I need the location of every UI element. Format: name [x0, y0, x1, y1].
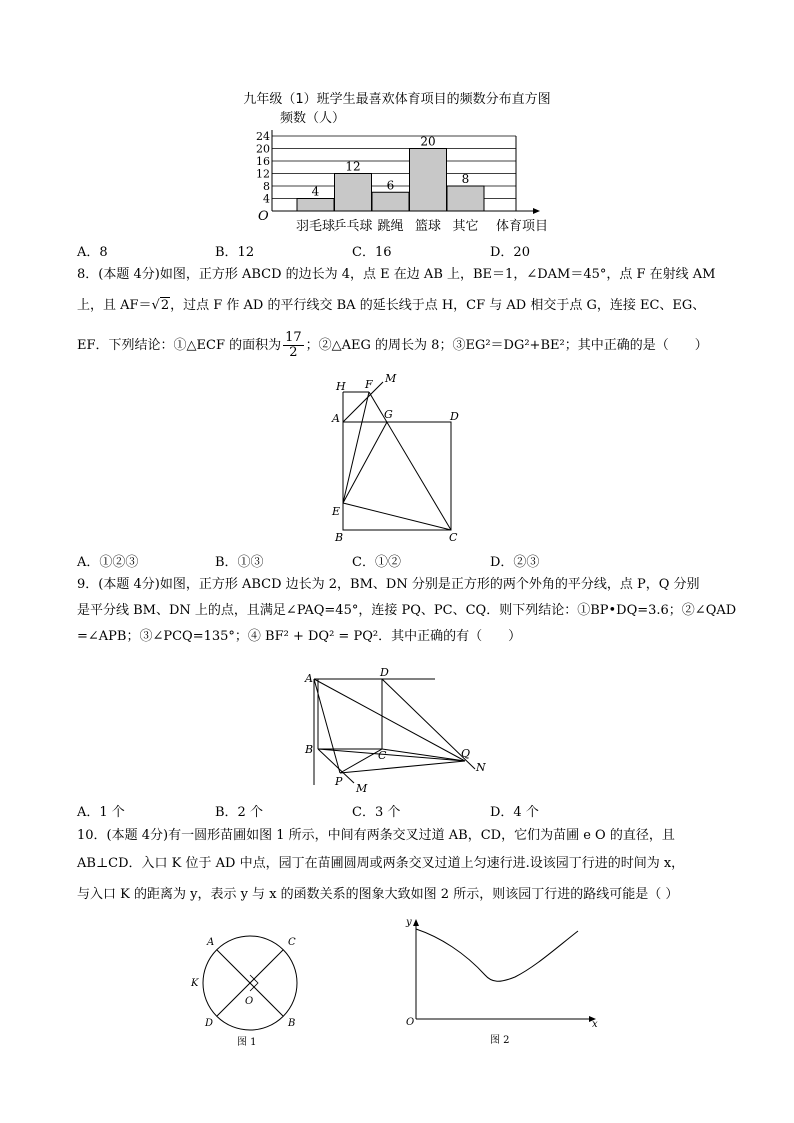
q9-option-a[interactable]: A．1 个 [77, 805, 125, 820]
q9-label-n: N [476, 761, 486, 774]
histogram-bar [335, 174, 372, 212]
q9-label-m: M [356, 782, 368, 795]
q8-line-eg [343, 422, 387, 503]
q8-label-m: M [385, 372, 397, 385]
q8-label-g: G [384, 408, 393, 421]
q8-label-c: C [449, 531, 458, 544]
q10-fig1-label-o: O [245, 996, 254, 1007]
histogram-x-arrow [533, 208, 540, 214]
histogram-ytick-label: 4 [263, 192, 270, 206]
q9-text-line2: 是平分线 BM、DN 上的点，且满足∠PAQ=45°，连接 PQ、PC、CQ．则下列结论：①BP•DQ=3.6；②∠QAD [77, 603, 737, 618]
q8-label-a: A [332, 412, 340, 425]
histogram-category-labels [296, 218, 479, 234]
q9-label-c: C [378, 749, 387, 762]
q9-option-b[interactable]: B．2 个 [215, 805, 263, 820]
q8-sqrt-value: 2 [160, 298, 170, 313]
histogram-bar-label: 20 [420, 134, 436, 149]
q8-frac-den: 2 [289, 345, 298, 360]
q9-text-line3: =∠APB；③∠PCQ=135°；④ BF² + DQ² = PQ²．其中正确的有（ ） [77, 629, 522, 644]
histogram-bar-label: 12 [345, 159, 361, 174]
q9-option-d[interactable]: D．4 个 [490, 805, 539, 820]
q8-figure [325, 370, 470, 550]
sqrt-symbol: √ [151, 298, 160, 313]
q8-label-d: D [450, 410, 459, 423]
right-angle-mark [250, 975, 258, 991]
q10-text-line2: AB⊥CD．入口 K 位于 AD 中点，园丁在苗圃圆周或两条交叉过道上匀速行进.设该园丁行进的时间为 x， [77, 856, 685, 871]
q10-fig1-label-k: K [191, 978, 199, 989]
q10-fig1-label-d: D [205, 1018, 214, 1029]
histogram-bar [447, 186, 484, 211]
histogram-chart [240, 124, 560, 236]
q8-text-line3 [77, 331, 708, 361]
q8-frac-num: 17 [285, 330, 302, 345]
histogram-ytick-labels [256, 130, 270, 206]
q9-label-q: Q [461, 747, 471, 760]
q8-line-ec [343, 503, 451, 530]
q8-label-f: F [365, 378, 373, 391]
q7-option-b[interactable]: B．12 [215, 245, 255, 260]
q8-option-b[interactable]: B．①③ [215, 555, 264, 570]
q8-fraction [283, 331, 304, 360]
q10-fig1-label-c: C [288, 937, 296, 948]
q10-fig2-label-o: O [406, 1017, 415, 1028]
histogram-ylabel: 频数（人） [280, 111, 346, 126]
histogram-ytick-label: 16 [256, 155, 270, 168]
q10-fig2-label-y: y [406, 917, 412, 928]
histogram-origin: O [258, 209, 269, 224]
q9-label-p: P [335, 775, 343, 788]
q8-text-line3-b: ；②△AEG 的周长为 8；③EG²＝DG²+BE²；其中正确的是（ ） [305, 338, 708, 353]
histogram-bar [372, 192, 409, 211]
q9-text-line1: 9．(本题 4分)如图，正方形 ABCD 边长为 2，BM、DN 分别是正方形的两个外角的平分线，点 P，Q 分别 [77, 577, 700, 592]
q9-label-d: D [380, 666, 389, 679]
histogram-bar [297, 199, 334, 212]
histogram-ytick-label: 12 [256, 167, 270, 181]
histogram-bar-label: 6 [386, 178, 395, 193]
q8-line-fc [369, 392, 451, 530]
histogram-xlabel: 体育项目 [496, 219, 549, 234]
q7-option-d[interactable]: D．20 [490, 245, 530, 260]
q10-fig2-label-x: x [592, 1019, 598, 1030]
q10-fig2-curve [416, 929, 578, 981]
histogram-ytick-label: 20 [256, 142, 270, 156]
histogram-bar-label: 8 [461, 172, 470, 186]
q9-figure [300, 665, 495, 800]
histogram-category-label: 篮球 [414, 219, 442, 234]
q8-text-line2-b: ，过点 F 作 AD 的平行线交 BA 的延长线于点 H，CF 与 AD 相交于点 G，连接 EC、EG、 [170, 298, 706, 313]
histogram-title: 九年级（1）班学生最喜欢体育项目的频数分布直方图 [243, 92, 551, 107]
q8-option-c[interactable]: C．①② [352, 555, 401, 570]
histogram-category-label: 跳绳 [377, 219, 404, 234]
q10-fig1-caption: 图 1 [237, 1037, 257, 1048]
histogram-category-label: 羽毛球 [295, 219, 336, 234]
q8-text-line3-a: EF．下列结论：①△ECF 的面积为 [77, 338, 282, 353]
q10-fig2-caption: 图 2 [490, 1035, 510, 1046]
histogram-ytick-label: 24 [256, 130, 270, 143]
q8-label-e: E [332, 505, 341, 518]
q10-fig1-label-b: B [288, 1018, 296, 1029]
q10-figure-1 [185, 925, 315, 1050]
q8-label-b: B [335, 531, 344, 544]
q10-fig1-label-a: A [207, 937, 215, 948]
histogram-category-label: 乒乓球 [333, 219, 373, 234]
histogram-ytick-label: 8 [263, 180, 270, 193]
q10-figure-2 [400, 915, 605, 1050]
q10-text-line1: 10．(本题 4分)有一圆形苗圃如图 1 所示，中间有两条交叉过道 AB，CD，它们为苗圃 e O 的直径，且 [77, 828, 675, 843]
histogram-category-label: 其它 [452, 219, 479, 234]
q7-option-a[interactable]: A．8 [77, 245, 108, 260]
histogram-bar [410, 149, 447, 212]
q9-label-a: A [305, 672, 313, 685]
q8-text-line2-a: 上，且 AF＝ [77, 298, 152, 313]
q8-option-d[interactable]: D．②③ [490, 555, 540, 570]
q9-label-b: B [305, 743, 314, 756]
q7-option-c[interactable]: C．16 [352, 245, 392, 260]
q10-fig2-y-arrow [413, 919, 419, 926]
histogram-bar-label: 4 [311, 184, 320, 199]
q9-option-c[interactable]: C．3 个 [352, 805, 401, 820]
q8-label-h: H [336, 380, 346, 393]
q8-text-line2 [77, 298, 705, 314]
q8-text-line1: 8．(本题 4分)如图，正方形 ABCD 的边长为 4，点 E 在边 AB 上，BE＝1，∠DAM＝45°，点 F 在射线 AM [77, 267, 716, 282]
q10-text-line3: 与入口 K 的距离为 y，表示 y 与 x 的函数关系的图象大致如图 2 所示，则该园丁行进的路线可能是（ ） [77, 887, 679, 902]
q8-option-a[interactable]: A．①②③ [77, 555, 139, 570]
